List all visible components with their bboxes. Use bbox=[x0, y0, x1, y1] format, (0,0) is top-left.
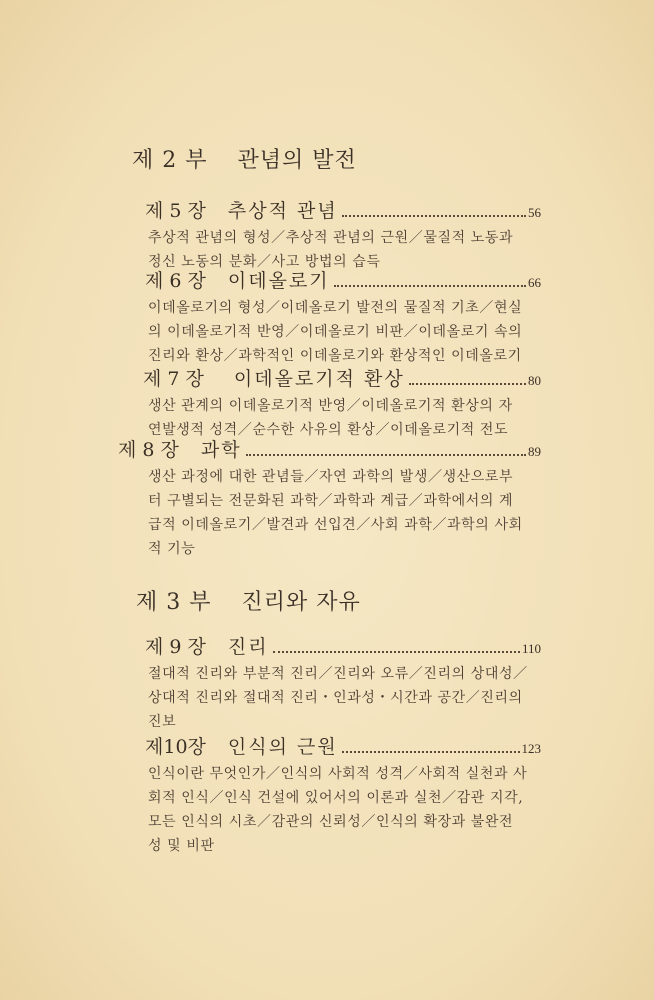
toc-entry bbox=[145, 196, 541, 274]
topic-line: 적 기능 bbox=[148, 541, 196, 557]
chapter-topics bbox=[148, 465, 541, 561]
topic-line: 진리와 환상／과학적인 이데올로기와 환상적인 이데올로기 bbox=[148, 348, 522, 364]
topic-line: 생산 과정에 대한 관념들／자연 과학의 발생／생산으로부 bbox=[148, 469, 514, 485]
part-heading bbox=[132, 143, 357, 174]
dot-leader bbox=[246, 454, 526, 456]
page-number: 123 bbox=[521, 741, 541, 756]
toc-entry bbox=[145, 266, 541, 368]
chapter-title: 진리 bbox=[227, 636, 269, 658]
chapter-label: 제 8 장 bbox=[118, 439, 179, 461]
topic-line: 상대적 진리와 절대적 진리・인과성・시간과 공간／진리의 bbox=[148, 690, 523, 706]
topic-line: 모든 인식의 시초／감관의 신뢰성／인식의 확장과 불완전 bbox=[148, 814, 514, 830]
part-title: 진리와 자유 bbox=[241, 590, 361, 615]
dot-leader bbox=[342, 215, 526, 217]
part-heading bbox=[136, 585, 361, 616]
topic-line: 진보 bbox=[148, 714, 177, 730]
chapter-title: 이데올로기 bbox=[227, 270, 330, 292]
topic-line: 의 이데올로기적 반영／이데올로기 비판／이데올로기 속의 bbox=[148, 324, 523, 340]
chapter-title: 이데올로기적 환상 bbox=[233, 368, 405, 390]
page-number: 110 bbox=[521, 641, 541, 656]
topic-line: 터 구별되는 전문화된 과학／과학과 계급／과학에서의 계 bbox=[148, 493, 514, 509]
chapter-topics bbox=[148, 296, 541, 368]
topic-line: 회적 인식／인식 건설에 있어서의 이론과 실천／감관 지각, bbox=[148, 790, 524, 806]
topic-line: 연발생적 성격／순수한 사유의 환상／이데올로기적 전도 bbox=[148, 422, 509, 438]
chapter-label: 제 9 장 bbox=[145, 636, 206, 658]
chapter-label: 제10장 bbox=[145, 736, 206, 758]
topic-line: 정신 노동의 분화／사고 방법의 습득 bbox=[148, 254, 381, 270]
part-label: 제 3 부 bbox=[136, 590, 212, 615]
chapter-label: 제 6 장 bbox=[145, 270, 206, 292]
topic-line: 급적 이데올로기／발견과 선입견／사회 과학／과학의 사회 bbox=[148, 517, 523, 533]
toc-entry bbox=[145, 632, 541, 734]
topic-line: 생산 관계의 이데올로기적 반영／이데올로기적 환상의 자 bbox=[148, 398, 513, 414]
dot-leader bbox=[273, 651, 520, 653]
page-number: 89 bbox=[528, 444, 541, 459]
toc-entry bbox=[145, 732, 541, 858]
chapter-title: 추상적 관념 bbox=[227, 200, 338, 222]
topic-line: 이데올로기의 형성／이데올로기 발전의 물질적 기초／현실 bbox=[148, 300, 523, 316]
page-number: 56 bbox=[528, 205, 541, 220]
topic-line: 성 및 비판 bbox=[148, 838, 215, 854]
topic-line: 추상적 관념의 형성／추상적 관념의 근원／물질적 노동과 bbox=[148, 230, 514, 246]
toc-entry bbox=[118, 435, 541, 561]
topic-line: 절대적 진리와 부분적 진리／진리와 오류／진리의 상대성／ bbox=[148, 666, 528, 682]
toc-entry bbox=[143, 364, 541, 442]
chapter-topics bbox=[148, 662, 541, 734]
part-label: 제 2 부 bbox=[132, 148, 208, 173]
chapter-label: 제 7 장 bbox=[143, 368, 204, 390]
part-title: 관념의 발전 bbox=[237, 148, 357, 173]
topic-line: 인식이란 무엇인가／인식의 사회적 성격／사회적 실천과 사 bbox=[148, 766, 528, 782]
chapter-label: 제 5 장 bbox=[145, 200, 206, 222]
dot-leader bbox=[409, 383, 526, 385]
page-number: 80 bbox=[528, 373, 541, 388]
chapter-title: 인식의 근원 bbox=[227, 736, 338, 758]
page-number: 66 bbox=[528, 275, 541, 290]
chapter-title: 과학 bbox=[200, 439, 242, 461]
dot-leader bbox=[342, 751, 520, 753]
chapter-topics bbox=[148, 762, 541, 858]
dot-leader bbox=[334, 285, 526, 287]
